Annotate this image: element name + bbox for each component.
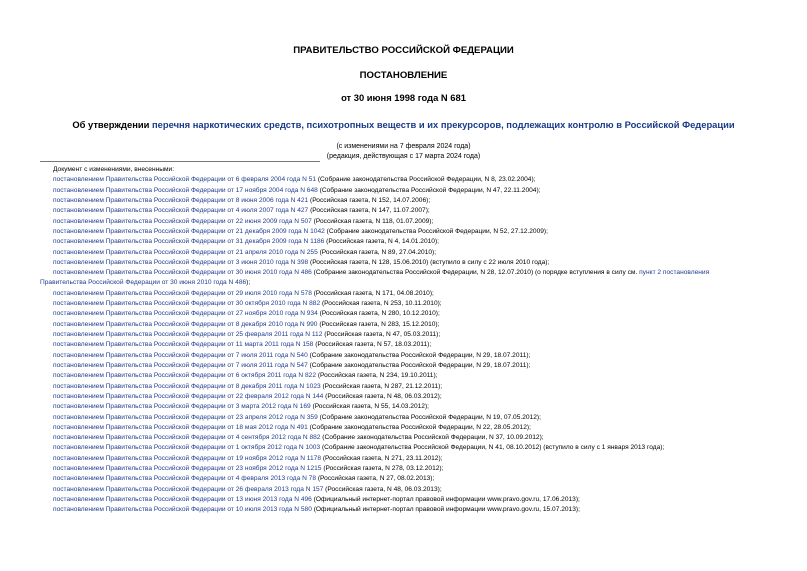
changes-intro: Документ с изменениями, внесенными: (53, 166, 175, 173)
amendment-row (40, 320, 800, 330)
amendment-link[interactable]: постановлением Правительства Российской Федерации от 8 декабря 2010 года N 990 (53, 320, 318, 328)
amendment-link[interactable]: постановлением Правительства Российской Федерации от 3 марта 2012 года N 169 (53, 403, 311, 411)
amendment-row (40, 299, 800, 309)
amendment-source: (Российская газета, N 48, 06.03.2013); (323, 485, 442, 493)
amendment-link[interactable]: постановлением Правительства Российской Федерации от 8 июня 2006 года N 421 (53, 196, 309, 204)
amendment-link[interactable]: постановлением Правительства Российской Федерации от 17 ноября 2004 года N 648 (53, 186, 318, 194)
amendment-source: ); (246, 279, 251, 287)
amendment-link[interactable]: Правительства Российской Федерации от 30 июня 2010 года N 486 (40, 279, 247, 287)
amendment-row (40, 392, 800, 402)
amendment-row (40, 248, 800, 258)
amendment-source: (Собрание законодательства Российской Федерации, N 52, 27.12.2009); (324, 227, 548, 235)
subject-link[interactable]: перечня наркотических средств, психотропных веществ и их прекурсоров, подлежащих контролю в Российской Федерации (151, 119, 735, 130)
amendment-source: (Собрание законодательства Российской Федерации, N 41, 08.10.2012) (вступило в силу с 1 января 2013 года); (320, 444, 665, 452)
changes-list (40, 165, 800, 516)
amendment-source: (Собрание законодательства Российской Федерации, N 37, 10.09.2012); (320, 434, 544, 442)
amendment-source: (Собрание законодательства Российской Федерации, N 29, 18.07.2011); (307, 351, 531, 359)
amendment-row (40, 505, 800, 515)
divider (40, 161, 320, 162)
amendment-row (40, 413, 800, 423)
amendment-link[interactable]: постановлением Правительства Российской Федерации от 30 июня 2010 года N 486 (53, 269, 312, 277)
amendment-row (40, 371, 800, 381)
amendment-row (40, 175, 800, 185)
amendment-row (40, 443, 800, 453)
amendment-source: (Собрание законодательства Российской Федерации, N 28, 12.07.2010) (о порядке вступления в силу см. (311, 269, 640, 277)
amendment-row (40, 309, 800, 319)
amendment-link[interactable]: постановлением Правительства Российской Федерации от 22 февраля 2012 года N 144 (53, 392, 324, 400)
amendment-link[interactable]: постановлением Правительства Российской Федерации от 29 июля 2010 года N 578 (53, 289, 312, 297)
amendment-row (40, 196, 800, 206)
amendment-source: (Российская газета, N 271, 23.11.2012); (321, 454, 443, 462)
amendment-link[interactable]: постановлением Правительства Российской Федерации от 8 декабря 2011 года N 1023 (53, 382, 321, 390)
amendment-row (40, 278, 800, 288)
amendment-source: (Российская газета, N 253, 10.11.2010); (320, 300, 442, 308)
subject-prefix: Об утверждении (72, 119, 152, 130)
amendment-link[interactable]: постановлением Правительства Российской Федерации от 4 июля 2007 года N 427 (53, 207, 309, 215)
amendment-source: (Собрание законодательства Российской Федерации, N 19, 07.05.2012); (317, 413, 541, 421)
amendment-row (40, 485, 800, 495)
header-doc-type: ПОСТАНОВЛЕНИЕ (359, 70, 448, 81)
amendment-source: (Российская газета, N 57, 18.03.2011); (313, 341, 432, 349)
amendment-link[interactable]: постановлением Правительства Российской Федерации от 30 октября 2010 года N 882 (53, 300, 321, 308)
amendment-source: (Российская газета, N 152, 14.07.2006); (308, 196, 431, 204)
amendment-link-secondary[interactable]: пункт 2 постановления (639, 269, 710, 277)
amendment-link[interactable]: постановлением Правительства Российской Федерации от 3 июня 2010 года N 398 (53, 258, 309, 266)
amendment-link[interactable]: постановлением Правительства Российской Федерации от 10 июля 2013 года N 580 (53, 506, 312, 514)
amendment-link[interactable]: постановлением Правительства Российской Федерации от 27 ноября 2010 года N 934 (53, 310, 318, 318)
header-date-number: от 30 июня 1998 года N 681 (341, 92, 466, 103)
amendment-link[interactable]: постановлением Правительства Российской Федерации от 1 октября 2012 года N 1003 (53, 444, 321, 452)
amendment-source: (Российская газета, N 278, 03.12.2012); (321, 465, 444, 473)
edition-changes-date: (с изменениями на 7 февраля 2024 года) (336, 143, 471, 150)
amendment-link[interactable]: постановлением Правительства Российской Федерации от 22 июня 2009 года N 507 (53, 217, 312, 225)
amendment-source: (Собрание законодательства Российской Федерации, N 8, 23.02.2004); (316, 176, 536, 184)
amendment-source: (Российская газета, N 48, 06.03.2012); (323, 392, 442, 400)
amendment-link[interactable]: постановлением Правительства Российской Федерации от 19 ноября 2012 года N 1178 (53, 454, 321, 462)
amendment-link[interactable]: постановлением Правительства Российской Федерации от 7 июля 2011 года N 540 (53, 351, 308, 359)
amendment-row (40, 351, 800, 361)
document-subject (0, 119, 807, 130)
amendment-link[interactable]: постановлением Правительства Российской Федерации от 13 июня 2013 года N 496 (53, 496, 312, 503)
amendment-link[interactable]: постановлением Правительства Российской Федерации от 18 мая 2012 года N 491 (53, 423, 308, 431)
amendment-row (40, 423, 800, 433)
amendment-row (40, 464, 800, 474)
amendment-source: (Российская газета, N 283, 15.12.2010); (317, 320, 440, 328)
amendment-link[interactable]: постановлением Правительства Российской Федерации от 26 февраля 2013 года N 157 (53, 485, 324, 493)
amendment-link[interactable]: постановлением Правительства Российской Федерации от 23 ноября 2012 года N 1215 (53, 465, 322, 473)
amendment-link[interactable]: постановлением Правительства Российской Федерации от 11 марта 2011 года N 158 (53, 341, 314, 349)
amendment-source: (Собрание законодательства Российской Федерации, N 47, 22.11.2004); (317, 186, 541, 194)
amendment-source: (Официальный интернет-портал правовой информации www.pravo.gov.ru, 17.06.2013); (311, 496, 580, 503)
amendment-link[interactable]: постановлением Правительства Российской Федерации от 23 апреля 2012 года N 359 (53, 413, 318, 421)
amendment-link[interactable]: постановлением Правительства Российской Федерации от 25 февраля 2011 года N 112 (53, 331, 323, 338)
amendment-row (40, 206, 800, 216)
amendment-link[interactable]: постановлением Правительства Российской Федерации от 4 сентября 2012 года N 882 (53, 434, 321, 442)
amendment-source: (Российская газета, N 89, 27.04.2010); (317, 248, 437, 256)
amendment-source: (Российская газета, N 147, 11.07.2007); (308, 207, 430, 215)
amendment-row (40, 495, 800, 505)
edition-effective-date: (редакция, действующая с 17 марта 2024 года) (326, 153, 481, 160)
amendment-source: (Собрание законодательства Российской Федерации, N 29, 18.07.2011); (307, 361, 531, 369)
amendment-source: (Российская газета, N 287, 21.12.2011); (320, 382, 443, 390)
amendment-row (40, 258, 800, 268)
amendment-row (40, 474, 800, 484)
amendment-link[interactable]: постановлением Правительства Российской Федерации от 4 февраля 2013 года N 78 (53, 475, 317, 483)
amendment-source: (Российская газета, N 128, 15.06.2010) (вступило в силу с 22 июля 2010 года); (308, 258, 550, 266)
amendment-link[interactable]: постановлением Правительства Российской Федерации от 31 декабря 2009 года N 1186 (53, 238, 325, 246)
amendment-row (40, 217, 800, 227)
amendment-row (40, 382, 800, 392)
amendment-row (40, 433, 800, 443)
amendment-row (40, 402, 800, 412)
amendment-source: (Российская газета, N 4, 14.01.2010); (324, 238, 439, 246)
amendment-row (40, 268, 800, 278)
amendment-link[interactable]: постановлением Правительства Российской Федерации от 6 февраля 2004 года N 51 (53, 176, 317, 184)
amendment-row (40, 227, 800, 237)
amendment-source: (Российская газета, N 27, 08.02.2013); (316, 475, 435, 483)
amendment-source: (Собрание законодательства Российской Федерации, N 22, 28.05.2012); (307, 423, 531, 431)
amendment-source: (Российская газета, N 171, 04.08.2010); (311, 289, 434, 297)
amendment-source: (Официальный интернет-портал правовой информации www.pravo.gov.ru, 15.07.2013); (311, 506, 580, 514)
header-org: ПРАВИТЕЛЬСТВО РОССИЙСКОЙ ФЕДЕРАЦИИ (293, 45, 514, 56)
amendment-row (40, 340, 800, 350)
amendment-row (40, 330, 800, 340)
amendment-row (40, 237, 800, 247)
amendment-link[interactable]: постановлением Правительства Российской Федерации от 21 апреля 2010 года N 255 (53, 248, 318, 256)
amendment-row (40, 186, 800, 196)
amendment-row (40, 361, 800, 371)
amendment-source: (Российская газета, N 55, 14.03.2012); (310, 403, 429, 411)
amendment-link[interactable]: постановлением Правительства Российской Федерации от 21 декабря 2009 года N 1042 (53, 227, 325, 235)
amendment-source: (Российская газета, N 280, 10.12.2010); (317, 310, 440, 318)
amendment-source: (Российская газета, N 234, 19.10.2011); (316, 372, 438, 380)
amendment-link[interactable]: постановлением Правительства Российской Федерации от 7 июля 2011 года N 547 (53, 361, 308, 369)
amendment-link[interactable]: постановлением Правительства Российской Федерации от 6 октября 2011 года N 822 (53, 372, 316, 380)
amendment-source: (Российская газета, N 118, 01.07.2009); (311, 217, 434, 225)
amendment-row (40, 289, 800, 299)
amendment-row (40, 454, 800, 464)
amendment-source: (Российская газета, N 47, 05.03.2011); (322, 331, 441, 338)
